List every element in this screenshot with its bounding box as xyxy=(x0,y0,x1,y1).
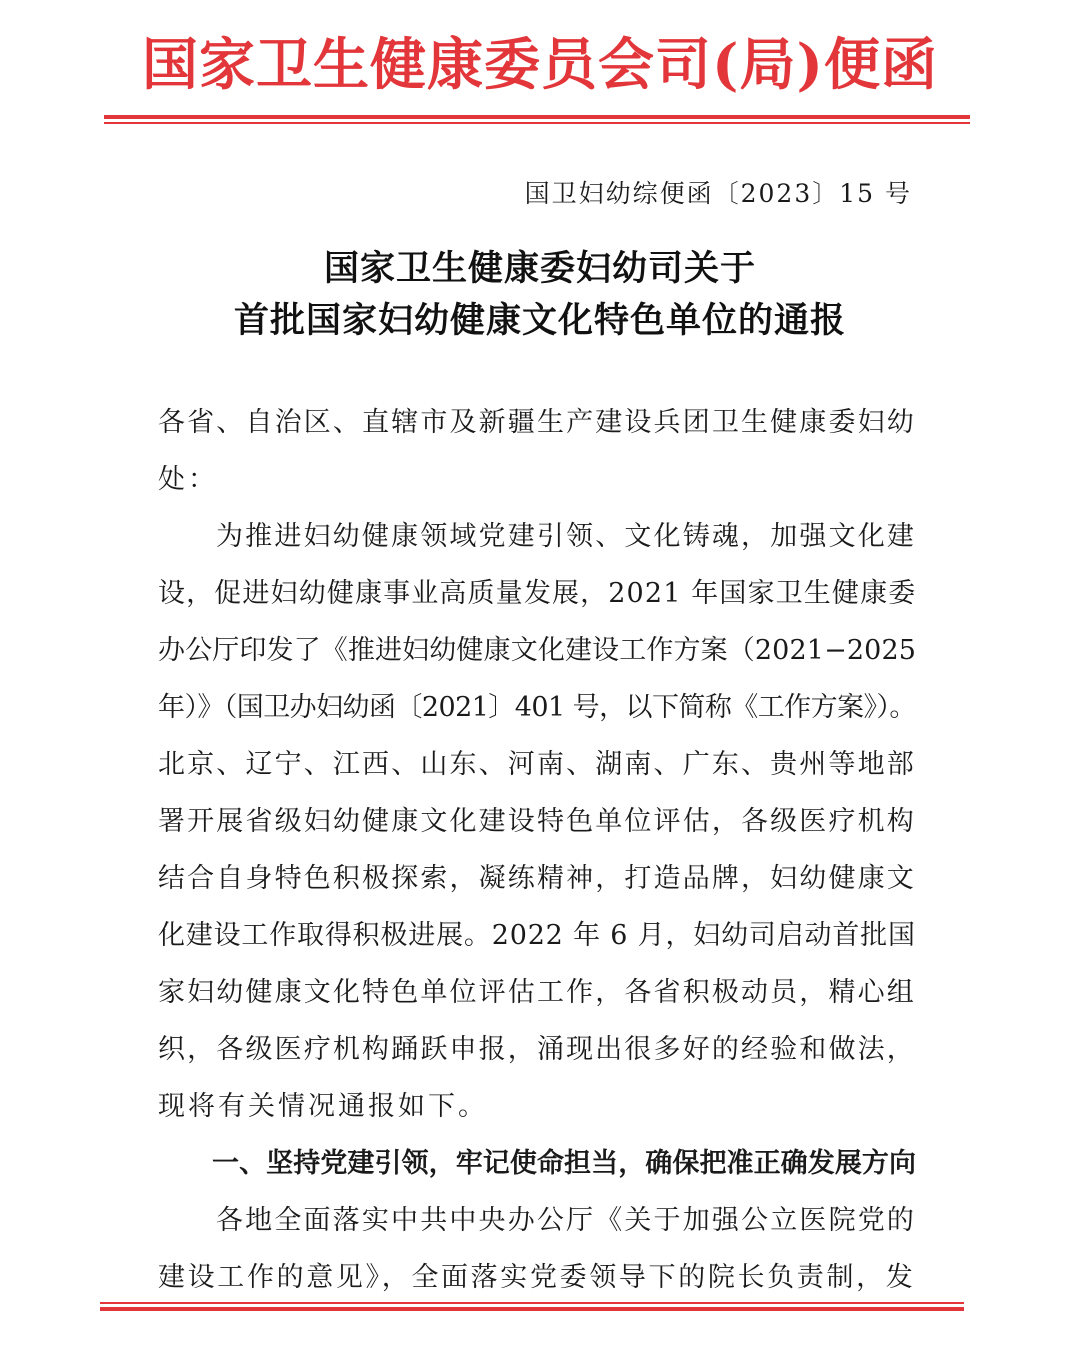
body-text-line: 署开展省级妇幼健康文化建设特色单位评估，各级医疗机构 xyxy=(158,806,916,837)
body-text-line: 处： xyxy=(158,464,218,495)
letterhead-divider xyxy=(104,115,970,124)
document-number: 国卫妇幼综便函〔2023〕15 号 xyxy=(524,179,912,208)
body-text-line: 各地全面落实中共中央办公厅《关于加强公立医院党的 xyxy=(216,1205,916,1236)
body-text-line: 织，各级医疗机构踊跃申报，涌现出很多好的经验和做法， xyxy=(158,1034,916,1065)
body-text-line: 年）》（国卫办妇幼函〔2021〕401 号，以下简称《工作方案》）。 xyxy=(158,692,916,723)
document-title-line-2: 首批国家妇幼健康文化特色单位的通报 xyxy=(233,301,846,341)
document-title-line-1: 国家卫生健康委妇幼司关于 xyxy=(323,249,756,289)
body-text-line: 结合自身特色积极探索，凝练精神，打造品牌，妇幼健康文 xyxy=(158,863,916,894)
letterhead-title: 国家卫生健康委员会司(局)便函 xyxy=(142,32,938,98)
section-heading: 一、坚持党建引领，牢记使命担当，确保把准正确发展方向 xyxy=(212,1148,916,1179)
footer-divider xyxy=(100,1302,964,1311)
body-text-line: 设，促进妇幼健康事业高质量发展，2021 年国家卫生健康委 xyxy=(158,578,916,609)
body-text-line: 建设工作的意见》，全面落实党委领导下的院长负责制，发 xyxy=(158,1262,916,1293)
document-body xyxy=(158,394,916,1306)
body-text-line: 为推进妇幼健康领域党建引领、文化铸魂，加强文化建 xyxy=(216,521,916,552)
body-text-line: 家妇幼健康文化特色单位评估工作，各省积极动员，精心组 xyxy=(158,977,916,1008)
body-text-line: 化建设工作取得积极进展。2022 年 6 月，妇幼司启动首批国 xyxy=(158,920,916,951)
body-text-line: 办公厅印发了《推进妇幼健康文化建设工作方案（2021−2025 xyxy=(158,635,916,666)
body-text-line: 北京、辽宁、江西、山东、河南、湖南、广东、贵州等地部 xyxy=(158,749,916,780)
body-text-line: 现将有关情况通报如下。 xyxy=(158,1091,488,1122)
body-text-line: 各省、自治区、直辖市及新疆生产建设兵团卫生健康委妇幼 xyxy=(158,407,916,438)
